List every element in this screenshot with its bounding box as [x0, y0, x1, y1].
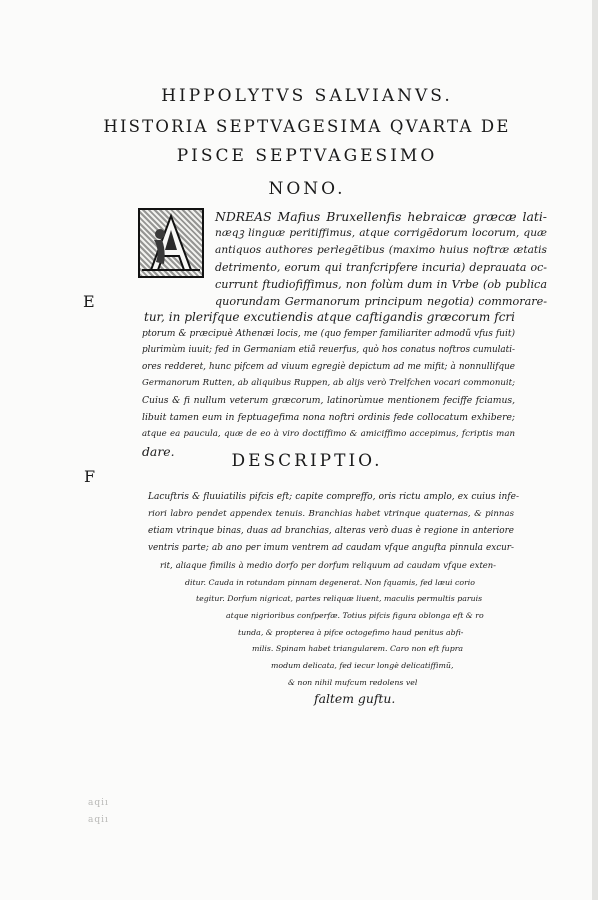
description-line: ventris parte; ab ano per imum ventrem ad caudam vfque angufta pinnula excur-	[148, 543, 514, 553]
intro-line: ores redderet, hunc pifcem ad viuum egregiè depictum ad me mifit; à nonnullifque	[142, 362, 515, 372]
bleed-mark: aqiı	[88, 815, 109, 825]
section-heading-descriptio: DESCRIPTIO.	[231, 451, 383, 471]
description-line: tunda, & propterea à pifce octogefimo haud penitus abfi-	[238, 628, 464, 637]
description-line: & non nihil mufcum redolens vel	[288, 678, 418, 687]
intro-line: ptorum & præcipuè Athenæi locis, me (quo femper familiariter admodũ vfus fuit)	[142, 329, 515, 339]
title-line-3: NONO.	[268, 179, 346, 199]
description-line: modum delicata, fed iecur longè delicatiffimũ,	[271, 661, 454, 670]
intro-line: quorundam Germanorum principum negotia) commorare-	[215, 295, 547, 308]
intro-line: Cuius & fi nullum veterum græcorum, latinorùmue mentionem feciffe fciamus,	[142, 395, 515, 406]
description-line: rit, aliaque fimilis à medio dorfo per dorfum reliquum ad caudam vfque exten-	[160, 560, 496, 570]
intro-line: currunt ftudiofiffimus, non folùm dum in Vrbe (ob publica	[215, 278, 547, 291]
description-line: ditur. Cauda in rotundam pinnam degenerat. Non fquamis, fed læui corio	[185, 578, 475, 587]
woodcut-initial-a-icon	[140, 210, 202, 276]
description-line: milis. Spinam habet triangularem. Caro non eft fupra	[252, 644, 464, 653]
margin-letter-e: E	[83, 292, 95, 311]
author-heading: HIPPOLYTVS SALVIANVS.	[161, 86, 453, 106]
description-line: etiam vtrinque binas, duas ad branchias, alteras verò duas è regione in anteriore	[148, 526, 514, 536]
intro-line: næqꝫ linguæ peritiffimus, atque corrigẽdorum locorum, quæ	[215, 227, 547, 239]
intro-line: libuit tamen eum in feptuagefima nona noftri ordinis fede collocatum exhibere;	[142, 412, 515, 423]
intro-line: plurimùm iuuit; fed in Germaniam etiã reuerfus, quò hos conatus noftros cumulati-	[142, 345, 515, 355]
bleed-mark: aqiı	[88, 798, 109, 808]
intro-line: detrimento, eorum qui tranfcripfere incuria) deprauata oc-	[215, 261, 547, 274]
intro-line: tur, in plerifque excutiendis atque caftigandis græcorum fcri	[144, 310, 515, 324]
description-line: tegitur. Dorfum nigricat, partes reliquæ liuent, maculis permultis paruis	[196, 594, 483, 603]
description-line: atque nigrioribus confperfæ. Totius pifcis figura oblonga eft & ro	[226, 611, 484, 620]
intro-line: NDREAS Mafius Bruxellenfis hebraicæ græcæ lati-	[215, 209, 547, 224]
margin-letter-f: F	[84, 467, 96, 486]
description-line: Lacuftris & fluuiatilis pifcis eft; capite compreffo, oris rictu amplo, ex cuius infe-	[148, 492, 519, 502]
intro-line: atque ea paucula, quæ de eo à viro doctiffimo & amiciffimo accepimus, fcriptis man	[142, 429, 515, 439]
intro-line: dare.	[142, 444, 175, 459]
title-line-1: HISTORIA SEPTVAGESIMA QVARTA DE	[103, 117, 511, 136]
woodcut-initial	[138, 208, 204, 278]
title-line-2: PISCE SEPTVAGESIMO	[176, 146, 438, 166]
intro-line: antiquos authores perlegẽtibus (maximo huius noftræ ætatis	[215, 244, 547, 256]
intro-line: Germanorum Rutten, ab aliquibus Ruppen, ab alijs verò Trelfchen vocari commonuit;	[142, 378, 515, 388]
description-line: faltem guftu.	[314, 691, 396, 706]
description-line: riori labro pendet appendex tenuis. Branchias habet vtrinque quaternas, & pinnas	[148, 509, 514, 519]
